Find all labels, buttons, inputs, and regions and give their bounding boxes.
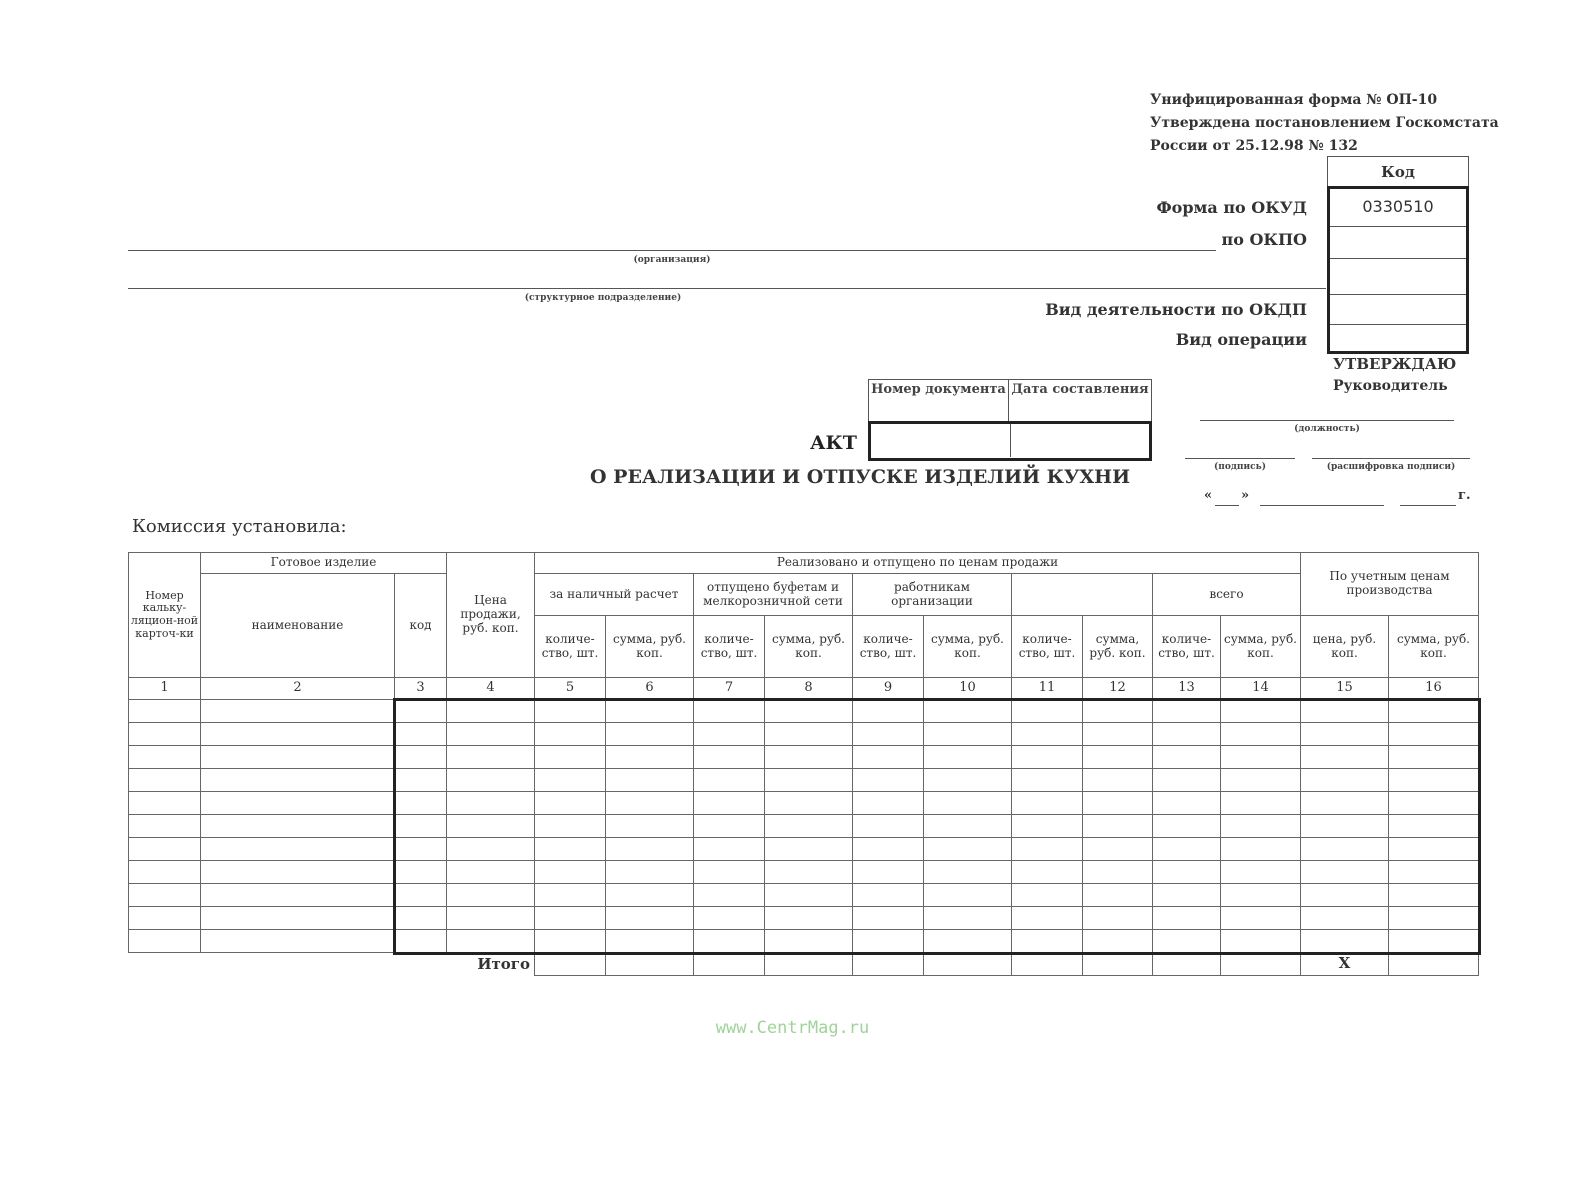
table-cell[interactable]	[395, 700, 447, 723]
table-cell[interactable]	[1389, 861, 1479, 884]
table-cell[interactable]	[853, 861, 924, 884]
table-cell[interactable]	[1012, 700, 1083, 723]
sale-price-header: Цена продажи, руб. коп.	[447, 553, 535, 678]
doc-number-value[interactable]	[871, 424, 1011, 457]
table-cell[interactable]	[1389, 884, 1479, 907]
table-row	[129, 700, 1479, 723]
total-cell[interactable]	[1153, 953, 1221, 976]
table-cell[interactable]	[606, 815, 694, 838]
table-cell[interactable]	[1389, 792, 1479, 815]
column-numbers-row	[129, 678, 1479, 700]
form-date-label: России от 25.12.98 № 132	[1150, 138, 1358, 154]
table-cell[interactable]	[1301, 838, 1389, 861]
table-cell[interactable]	[535, 838, 606, 861]
column-number: 7	[694, 678, 765, 700]
act-title: АКТ	[810, 432, 857, 454]
total-cell[interactable]	[1012, 953, 1083, 976]
table-cell[interactable]	[129, 769, 201, 792]
table-row	[129, 746, 1479, 769]
code-column-header: код	[395, 574, 447, 678]
table-cell[interactable]	[853, 838, 924, 861]
table-cell[interactable]	[606, 792, 694, 815]
table-cell[interactable]	[694, 884, 765, 907]
table-cell[interactable]	[1389, 769, 1479, 792]
table-cell[interactable]	[1153, 723, 1221, 746]
table-cell[interactable]	[395, 861, 447, 884]
column-number: 6	[606, 678, 694, 700]
table-cell[interactable]	[1012, 861, 1083, 884]
table-cell[interactable]	[606, 861, 694, 884]
table-cell[interactable]	[1221, 907, 1301, 930]
total-group-header: всего	[1153, 574, 1301, 616]
table-cell[interactable]	[129, 884, 201, 907]
okud-label: Форма по ОКУД	[1156, 198, 1307, 217]
commission-label: Комиссия установила:	[132, 516, 347, 537]
table-cell[interactable]	[1221, 884, 1301, 907]
main-table	[128, 552, 1479, 976]
table-cell[interactable]	[201, 723, 395, 746]
sum-header: сумма, руб. коп.	[924, 616, 1012, 678]
table-cell[interactable]	[1153, 861, 1221, 884]
table-cell[interactable]	[765, 769, 853, 792]
column-number: 16	[1389, 678, 1479, 700]
date-open-quote: «	[1204, 488, 1213, 503]
organization-caption: (организация)	[633, 255, 711, 265]
signature-caption: (подпись)	[1214, 462, 1266, 472]
table-cell[interactable]	[129, 792, 201, 815]
table-cell[interactable]	[606, 907, 694, 930]
table-cell[interactable]	[535, 861, 606, 884]
table-cell[interactable]	[694, 746, 765, 769]
table-cell[interactable]	[765, 930, 853, 953]
table-cell[interactable]	[129, 907, 201, 930]
table-cell[interactable]	[201, 746, 395, 769]
qty-header: количе-ство, шт.	[1012, 616, 1083, 678]
table-cell[interactable]	[1083, 838, 1153, 861]
table-cell[interactable]	[924, 907, 1012, 930]
table-cell[interactable]	[395, 907, 447, 930]
table-cell[interactable]	[201, 930, 395, 953]
table-cell[interactable]	[535, 930, 606, 953]
date-day-line[interactable]	[1215, 505, 1239, 506]
code-values-box	[1327, 186, 1469, 354]
table-cell[interactable]	[765, 838, 853, 861]
table-cell[interactable]	[395, 792, 447, 815]
table-cell[interactable]	[1083, 907, 1153, 930]
table-cell[interactable]	[535, 746, 606, 769]
decoding-line[interactable]	[1312, 458, 1470, 459]
table-cell[interactable]	[1153, 884, 1221, 907]
total-spacer	[129, 953, 447, 976]
table-cell[interactable]	[395, 746, 447, 769]
table-row	[129, 884, 1479, 907]
watermark: www.CentrMag.ru	[715, 1018, 870, 1038]
table-cell[interactable]	[1221, 769, 1301, 792]
table-cell[interactable]	[853, 769, 924, 792]
table-cell[interactable]	[694, 792, 765, 815]
okud-code-value: 0330510	[1330, 189, 1466, 227]
table-cell[interactable]	[1083, 861, 1153, 884]
table-cell[interactable]	[1012, 769, 1083, 792]
total-row	[129, 953, 1479, 976]
table-cell[interactable]	[1389, 930, 1479, 953]
total-cell[interactable]	[765, 953, 853, 976]
table-cell[interactable]	[1301, 792, 1389, 815]
table-cell[interactable]	[765, 884, 853, 907]
table-cell[interactable]	[1301, 723, 1389, 746]
qty-header: количе-ство, шт.	[853, 616, 924, 678]
table-cell[interactable]	[447, 815, 535, 838]
employees-header: работникам организации	[853, 574, 1012, 616]
table-cell[interactable]	[447, 884, 535, 907]
table-cell[interactable]	[1221, 861, 1301, 884]
okpo-code-value[interactable]	[1330, 227, 1466, 259]
form-approved-label: Утверждена постановлением Госкомстата	[1150, 115, 1499, 131]
approve-head: Руководитель	[1333, 378, 1448, 394]
code-header-box	[1327, 156, 1469, 188]
qty-header: количе-ство, шт.	[694, 616, 765, 678]
table-cell[interactable]	[395, 884, 447, 907]
table-cell[interactable]	[765, 700, 853, 723]
table-cell[interactable]	[853, 746, 924, 769]
table-row	[129, 723, 1479, 746]
table-cell[interactable]	[447, 930, 535, 953]
table-cell[interactable]	[1301, 746, 1389, 769]
date-month-line[interactable]	[1260, 505, 1384, 506]
organization-line[interactable]	[128, 250, 1216, 251]
approve-title: УТВЕРЖДАЮ	[1333, 355, 1457, 373]
table-cell[interactable]	[535, 884, 606, 907]
table-cell[interactable]	[924, 884, 1012, 907]
table-cell[interactable]	[1083, 769, 1153, 792]
table-cell[interactable]	[924, 792, 1012, 815]
table-cell[interactable]	[201, 700, 395, 723]
table-cell[interactable]	[1083, 723, 1153, 746]
table-cell[interactable]	[1012, 930, 1083, 953]
table-cell[interactable]	[1389, 746, 1479, 769]
table-cell[interactable]	[1301, 907, 1389, 930]
table-cell[interactable]	[201, 769, 395, 792]
table-cell[interactable]	[1389, 907, 1479, 930]
table-cell[interactable]	[201, 838, 395, 861]
table-cell[interactable]	[1083, 700, 1153, 723]
signature-line[interactable]	[1185, 458, 1295, 459]
sum-header: сумма, руб. коп.	[1083, 616, 1153, 678]
table-cell[interactable]	[129, 746, 201, 769]
table-cell[interactable]	[765, 746, 853, 769]
column-number: 10	[924, 678, 1012, 700]
table-cell[interactable]	[765, 861, 853, 884]
operation-label: Вид операции	[1175, 330, 1307, 349]
okdp-code-value[interactable]	[1330, 295, 1466, 325]
table-cell[interactable]	[129, 700, 201, 723]
date-close-quote: »	[1241, 488, 1250, 503]
table-cell[interactable]	[1153, 907, 1221, 930]
table-cell[interactable]	[924, 930, 1012, 953]
decoding-caption: (расшифровка подписи)	[1326, 462, 1456, 472]
table-cell[interactable]	[694, 861, 765, 884]
table-cell[interactable]	[694, 930, 765, 953]
table-cell[interactable]	[606, 884, 694, 907]
table-cell[interactable]	[1012, 907, 1083, 930]
position-line[interactable]	[1200, 420, 1454, 421]
table-cell[interactable]	[765, 815, 853, 838]
subdivision-caption: (структурное подразделение)	[524, 293, 682, 303]
okpo-label: по ОКПО	[1221, 230, 1307, 249]
table-cell[interactable]	[535, 907, 606, 930]
table-cell[interactable]	[395, 723, 447, 746]
table-cell[interactable]	[694, 769, 765, 792]
sum-header: сумма, руб. коп.	[1221, 616, 1301, 678]
price-header: цена, руб. коп.	[1301, 616, 1389, 678]
table-cell[interactable]	[853, 700, 924, 723]
total-cell[interactable]	[606, 953, 694, 976]
column-number: 11	[1012, 678, 1083, 700]
total-cell[interactable]	[1083, 953, 1153, 976]
table-cell[interactable]	[1221, 815, 1301, 838]
table-cell[interactable]	[924, 838, 1012, 861]
total-cell[interactable]	[1389, 953, 1479, 976]
total-x-mark: Х	[1301, 953, 1389, 976]
table-cell[interactable]	[201, 884, 395, 907]
table-cell[interactable]	[853, 907, 924, 930]
table-cell[interactable]	[1153, 838, 1221, 861]
date-year-line[interactable]	[1400, 505, 1456, 506]
table-cell[interactable]	[1301, 769, 1389, 792]
table-cell[interactable]	[1301, 930, 1389, 953]
table-cell[interactable]	[606, 723, 694, 746]
table-cell[interactable]	[924, 861, 1012, 884]
table-cell[interactable]	[1012, 746, 1083, 769]
extra-code-value[interactable]	[1330, 259, 1466, 295]
table-cell[interactable]	[694, 907, 765, 930]
table-cell[interactable]	[1153, 746, 1221, 769]
column-number: 9	[853, 678, 924, 700]
total-cell[interactable]	[694, 953, 765, 976]
table-cell[interactable]	[447, 723, 535, 746]
sold-released-header: Реализовано и отпущено по ценам продажи	[535, 553, 1301, 574]
code-header: Код	[1381, 163, 1415, 181]
table-cell[interactable]	[447, 792, 535, 815]
table-cell[interactable]	[606, 700, 694, 723]
table-cell[interactable]	[606, 746, 694, 769]
table-cell[interactable]	[1389, 723, 1479, 746]
table-cell[interactable]	[1153, 769, 1221, 792]
column-number: 12	[1083, 678, 1153, 700]
column-number: 14	[1221, 678, 1301, 700]
blank-group-header	[1012, 574, 1153, 616]
cash-header: за наличный расчет	[535, 574, 694, 616]
column-number: 4	[447, 678, 535, 700]
table-cell[interactable]	[1221, 930, 1301, 953]
total-label: Итого	[447, 953, 535, 976]
table-cell[interactable]	[201, 792, 395, 815]
table-cell[interactable]	[395, 815, 447, 838]
table-cell[interactable]	[1012, 792, 1083, 815]
production-prices-header: По учетным ценам производства	[1301, 553, 1479, 616]
table-cell[interactable]	[1301, 700, 1389, 723]
buffets-header: отпущено буфетам и мелкорозничной сети	[694, 574, 853, 616]
name-header: наименование	[201, 574, 395, 678]
table-cell[interactable]	[535, 723, 606, 746]
table-cell[interactable]	[1301, 861, 1389, 884]
table-cell[interactable]	[1012, 884, 1083, 907]
sum-header: сумма, руб. коп.	[765, 616, 853, 678]
sum-header: сумма, руб. коп.	[1389, 616, 1479, 678]
table-row	[129, 861, 1479, 884]
table-cell[interactable]	[694, 700, 765, 723]
table-cell[interactable]	[1012, 723, 1083, 746]
table-cell[interactable]	[694, 723, 765, 746]
table-cell[interactable]	[1221, 792, 1301, 815]
doc-number-header: Номер документа	[869, 380, 1009, 422]
table-cell[interactable]	[447, 769, 535, 792]
table-row	[129, 907, 1479, 930]
form-unified-label: Унифицированная форма № ОП-10	[1150, 92, 1438, 108]
table-cell[interactable]	[924, 769, 1012, 792]
table-cell[interactable]	[129, 861, 201, 884]
table-cell[interactable]	[129, 815, 201, 838]
table-cell[interactable]	[924, 700, 1012, 723]
table-cell[interactable]	[1153, 815, 1221, 838]
total-cell[interactable]	[535, 953, 606, 976]
table-row	[129, 792, 1479, 815]
table-cell[interactable]	[395, 838, 447, 861]
table-cell[interactable]	[129, 838, 201, 861]
table-cell[interactable]	[535, 815, 606, 838]
finished-product-header: Готовое изделие	[201, 553, 447, 574]
table-cell[interactable]	[853, 930, 924, 953]
table-cell[interactable]	[1012, 838, 1083, 861]
column-number: 2	[201, 678, 395, 700]
table-cell[interactable]	[1153, 700, 1221, 723]
total-cell[interactable]	[853, 953, 924, 976]
table-cell[interactable]	[694, 815, 765, 838]
table-cell[interactable]	[201, 861, 395, 884]
table-cell[interactable]	[1083, 930, 1153, 953]
column-number: 5	[535, 678, 606, 700]
table-cell[interactable]	[535, 769, 606, 792]
subdivision-line[interactable]	[128, 288, 1326, 289]
card-number-header: Номер кальку-ляцион-ной карточ-ки	[129, 553, 201, 678]
table-cell[interactable]	[1389, 838, 1479, 861]
table-cell[interactable]	[1083, 792, 1153, 815]
table-cell[interactable]	[924, 746, 1012, 769]
table-cell[interactable]	[1153, 930, 1221, 953]
table-cell[interactable]	[606, 769, 694, 792]
table-row	[129, 769, 1479, 792]
column-number: 3	[395, 678, 447, 700]
sum-header: сумма, руб. коп.	[606, 616, 694, 678]
column-number: 15	[1301, 678, 1389, 700]
table-cell[interactable]	[447, 861, 535, 884]
column-number: 8	[765, 678, 853, 700]
table-row	[129, 930, 1479, 953]
table-cell[interactable]	[1153, 792, 1221, 815]
qty-header: количе-ство, шт.	[535, 616, 606, 678]
table-cell[interactable]	[1221, 700, 1301, 723]
table-cell[interactable]	[924, 723, 1012, 746]
table-cell[interactable]	[395, 769, 447, 792]
table-cell[interactable]	[447, 838, 535, 861]
table-cell[interactable]	[924, 815, 1012, 838]
table-cell[interactable]	[1221, 723, 1301, 746]
table-cell[interactable]	[694, 838, 765, 861]
table-cell[interactable]	[765, 907, 853, 930]
table-cell[interactable]	[201, 815, 395, 838]
doc-values-box	[868, 421, 1152, 461]
table-cell[interactable]	[1083, 815, 1153, 838]
table-cell[interactable]	[447, 700, 535, 723]
table-cell[interactable]	[853, 884, 924, 907]
table-row	[129, 838, 1479, 861]
operation-code-value[interactable]	[1330, 325, 1466, 353]
table-cell[interactable]	[129, 930, 201, 953]
table-cell[interactable]	[1389, 700, 1479, 723]
table-cell[interactable]	[853, 792, 924, 815]
table-cell[interactable]	[1083, 746, 1153, 769]
column-number: 13	[1153, 678, 1221, 700]
qty-header: количе-ство, шт.	[1153, 616, 1221, 678]
table-cell[interactable]	[765, 723, 853, 746]
table-cell[interactable]	[535, 792, 606, 815]
table-cell[interactable]	[1221, 838, 1301, 861]
total-cell[interactable]	[1221, 953, 1301, 976]
doc-header-box	[868, 379, 1152, 423]
table-cell[interactable]	[853, 723, 924, 746]
table-cell[interactable]	[129, 723, 201, 746]
table-cell[interactable]	[201, 907, 395, 930]
okdp-label: Вид деятельности по ОКДП	[1045, 300, 1307, 319]
total-cell[interactable]	[924, 953, 1012, 976]
table-cell[interactable]	[447, 907, 535, 930]
table-cell[interactable]	[1301, 884, 1389, 907]
position-caption: (должность)	[1294, 424, 1360, 434]
table-cell[interactable]	[606, 930, 694, 953]
year-suffix: г.	[1458, 488, 1471, 503]
doc-date-value[interactable]	[1011, 424, 1148, 457]
table-cell[interactable]	[1389, 815, 1479, 838]
act-subtitle: О РЕАЛИЗАЦИИ И ОТПУСКЕ ИЗДЕЛИЙ КУХНИ	[590, 466, 1131, 488]
table-cell[interactable]	[1301, 815, 1389, 838]
table-cell[interactable]	[1012, 815, 1083, 838]
table-cell[interactable]	[765, 792, 853, 815]
table-row	[129, 815, 1479, 838]
table-cell[interactable]	[395, 930, 447, 953]
table-cell[interactable]	[853, 815, 924, 838]
table-cell[interactable]	[1221, 746, 1301, 769]
column-number: 1	[129, 678, 201, 700]
table-cell[interactable]	[606, 838, 694, 861]
doc-date-header: Дата составления	[1011, 382, 1149, 397]
table-cell[interactable]	[1083, 884, 1153, 907]
table-cell[interactable]	[447, 746, 535, 769]
table-cell[interactable]	[535, 700, 606, 723]
